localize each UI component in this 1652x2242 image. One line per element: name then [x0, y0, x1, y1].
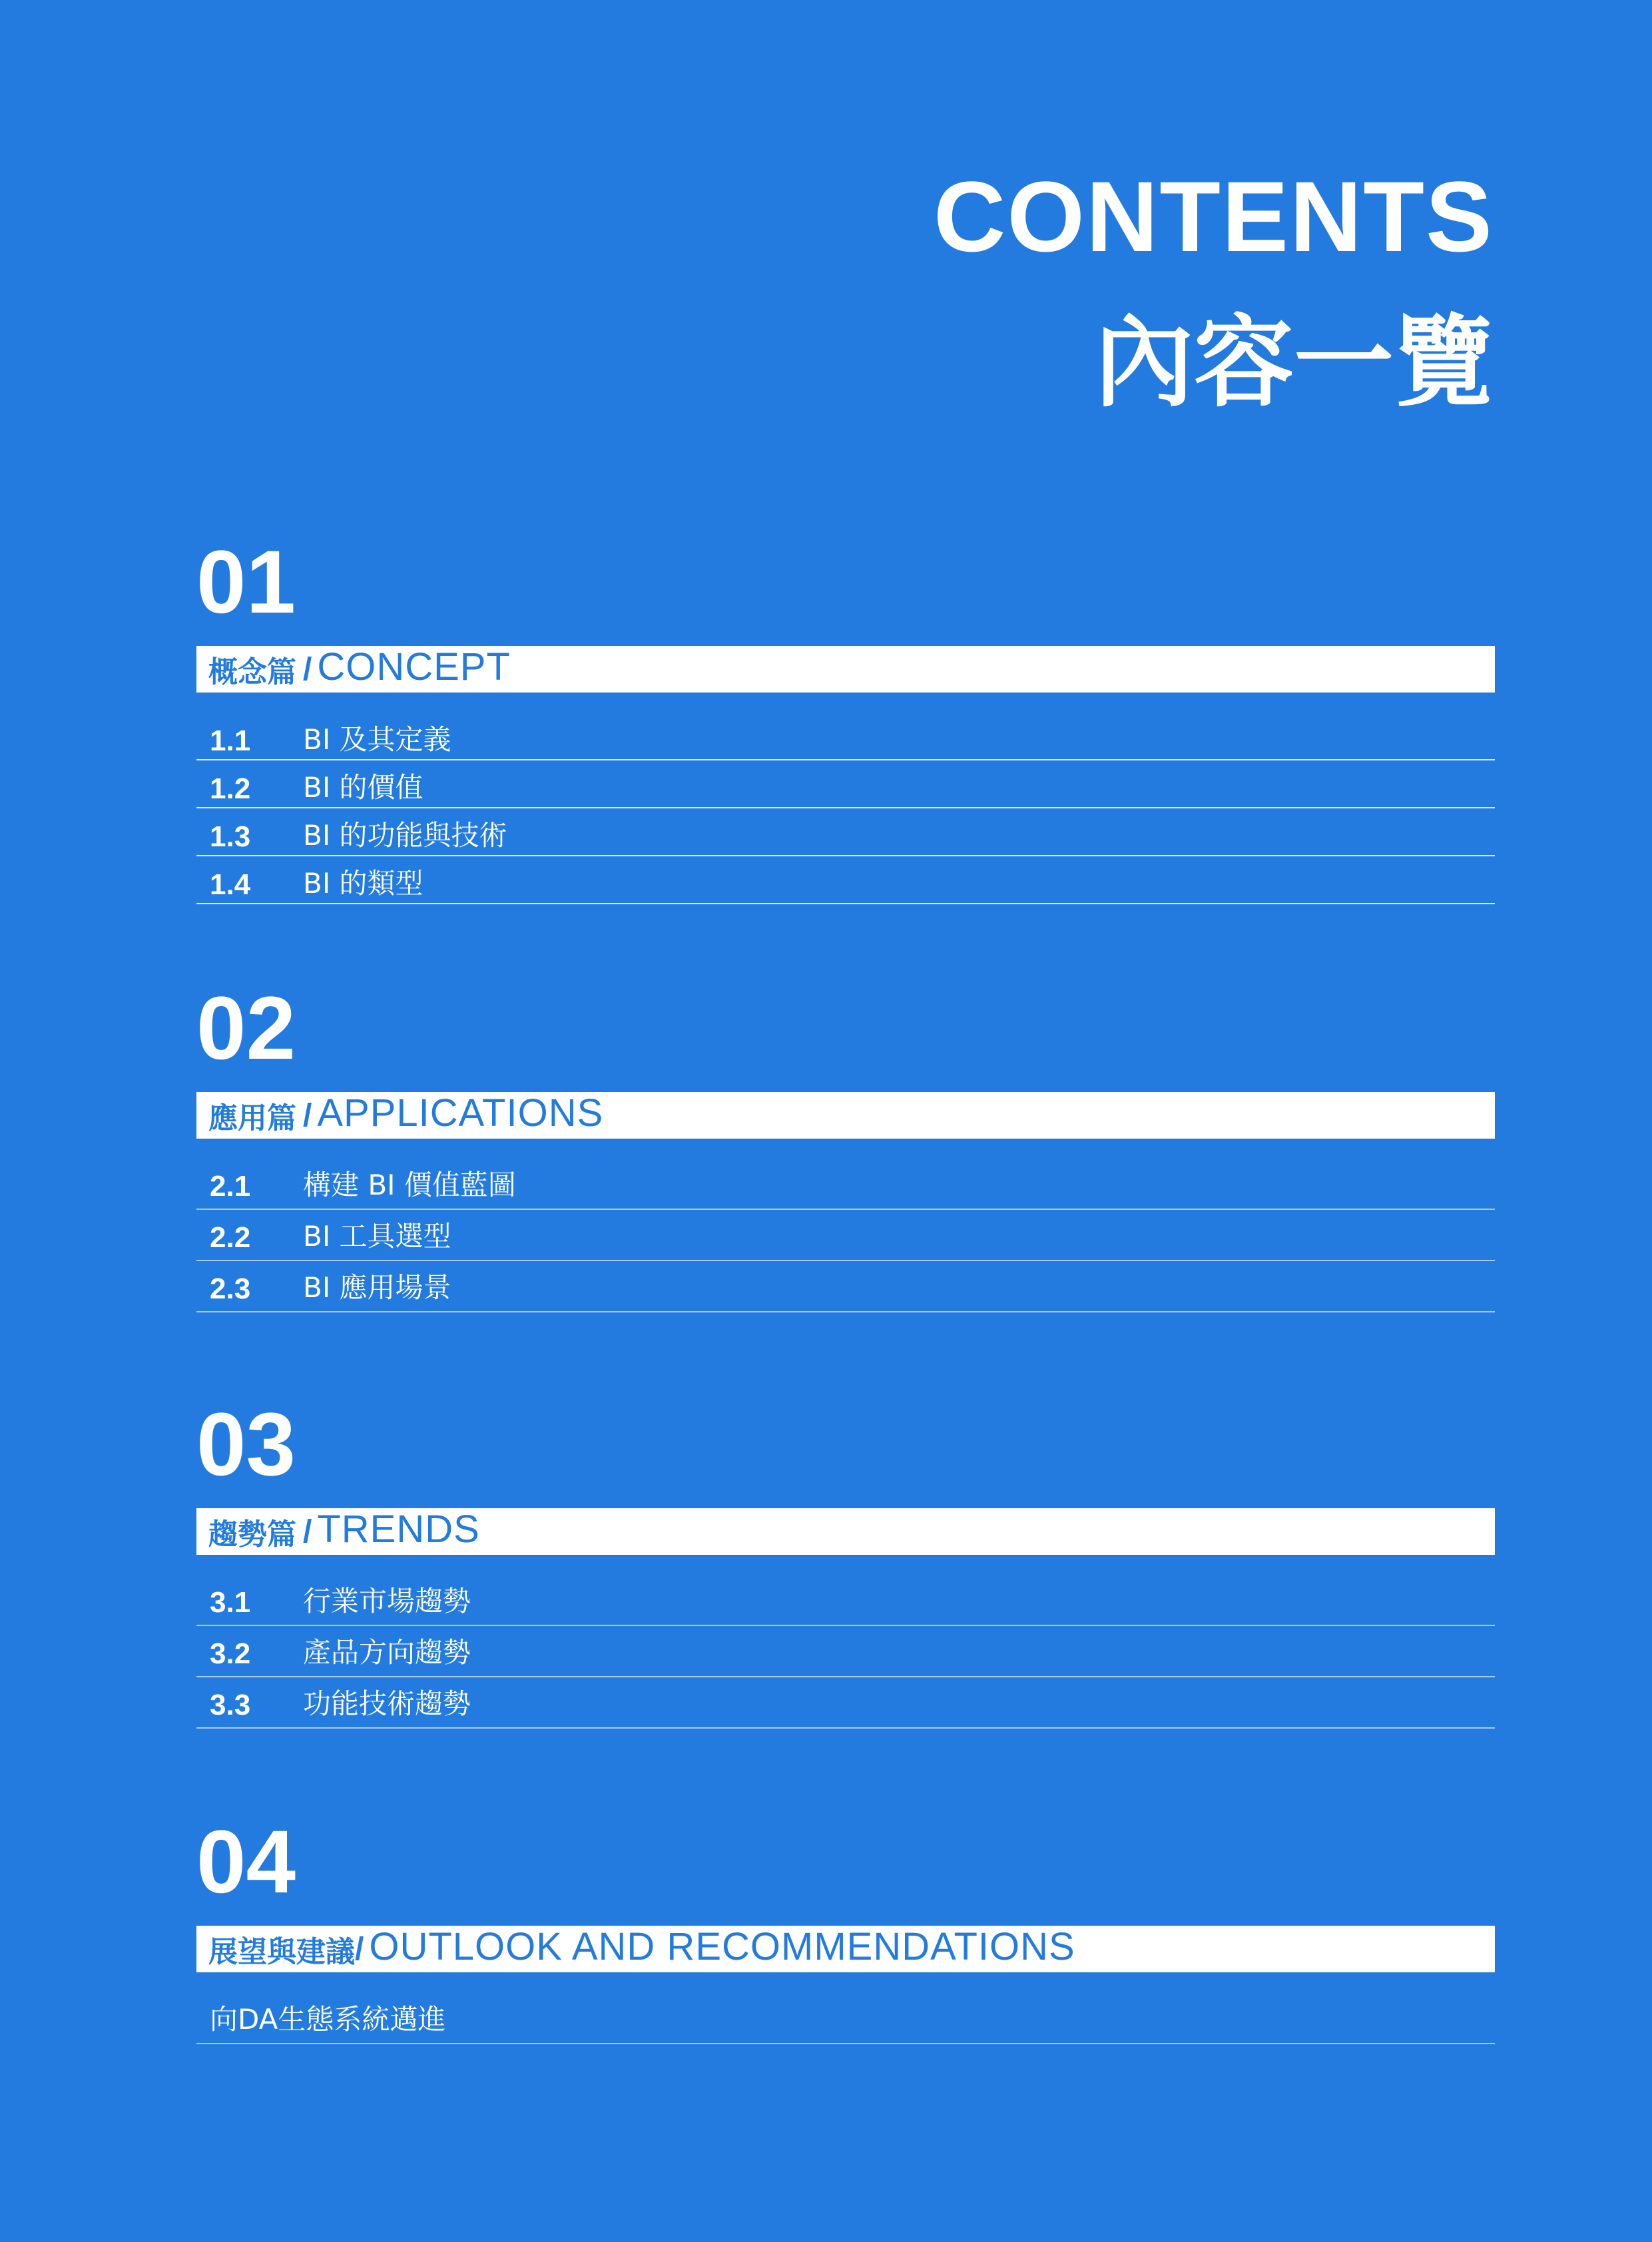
toc-list [196, 1159, 1495, 1312]
section-title-en: APPLICATIONS [317, 1091, 604, 1135]
toc-item[interactable] [196, 1575, 1495, 1626]
toc-item-title: BI 應用場景 [303, 1271, 451, 1304]
toc-item-title: 產品方向趨勢 [303, 1636, 471, 1669]
toc-item-number: 3.1 [210, 1586, 251, 1619]
contents-title-zh: 內容一覽 [1093, 305, 1494, 421]
toc-item-number: 1.1 [210, 724, 251, 757]
toc-item[interactable] [196, 712, 1495, 760]
toc-item-number: 1.2 [210, 772, 251, 805]
toc-item[interactable] [196, 808, 1495, 856]
toc-item-title: BI 工具選型 [303, 1220, 451, 1253]
toc-item-title: 功能技術趨勢 [303, 1687, 471, 1720]
section-title-zh: 概念篇 [208, 655, 296, 689]
section-title-en: OUTLOOK AND RECOMMENDATIONS [369, 1924, 1075, 1968]
toc-item-title: 行業市場趨勢 [303, 1585, 471, 1617]
contents-title-en: CONTENTS [934, 160, 1494, 272]
section-number: 02 [196, 979, 296, 1078]
toc-item[interactable] [196, 1677, 1495, 1729]
toc-item-title: BI 的價值 [303, 771, 423, 804]
toc-item-title: 向DA生態系統邁進 [210, 2003, 446, 2036]
section-number: 04 [196, 1813, 296, 1912]
toc-item-title: BI 的類型 [303, 867, 423, 900]
toc-item[interactable] [196, 1159, 1495, 1210]
toc-item[interactable] [196, 1626, 1495, 1677]
toc-item[interactable] [196, 1261, 1495, 1312]
contents-header [934, 160, 1494, 420]
section-title-en: TRENDS [317, 1507, 480, 1551]
section-title-bar [196, 1926, 1495, 1972]
section-separator: / [303, 1097, 312, 1133]
section-outlook [196, 1813, 1495, 2044]
toc-item-number: 1.4 [210, 868, 251, 901]
section-title-bar [196, 1508, 1495, 1555]
section-number: 03 [196, 1395, 296, 1494]
section-title-zh: 趨勢篇 [208, 1518, 296, 1551]
section-applications [196, 979, 1495, 1312]
section-title-zh: 展望與建議 [208, 1935, 355, 1969]
section-concept [196, 533, 1495, 904]
section-title-en: CONCEPT [317, 645, 511, 689]
toc-item-number: 2.3 [210, 1272, 251, 1305]
section-separator: / [303, 651, 312, 687]
toc-list [196, 712, 1495, 904]
toc-item-title: BI 及其定義 [303, 723, 451, 756]
toc-item[interactable] [196, 760, 1495, 808]
toc-list [196, 1991, 1495, 2044]
toc-item[interactable] [196, 856, 1495, 904]
toc-item-number: 3.2 [210, 1637, 251, 1670]
section-trends [196, 1395, 1495, 1729]
toc-item-title: 構建 BI 價值藍圖 [303, 1169, 516, 1201]
section-title-bar [196, 646, 1495, 693]
section-separator: / [355, 1931, 364, 1967]
toc-item-number: 2.1 [210, 1170, 251, 1203]
toc-item[interactable] [196, 1991, 1495, 2044]
toc-item-title: BI 的功能與技術 [303, 819, 507, 852]
toc-list [196, 1575, 1495, 1729]
toc-item-number: 3.3 [210, 1689, 251, 1721]
toc-item-number: 2.2 [210, 1221, 251, 1254]
toc-item[interactable] [196, 1210, 1495, 1261]
section-number: 01 [196, 533, 296, 632]
section-title-zh: 應用篇 [208, 1101, 296, 1135]
section-separator: / [303, 1514, 312, 1549]
toc-item-number: 1.3 [210, 820, 251, 853]
section-title-bar [196, 1092, 1495, 1139]
